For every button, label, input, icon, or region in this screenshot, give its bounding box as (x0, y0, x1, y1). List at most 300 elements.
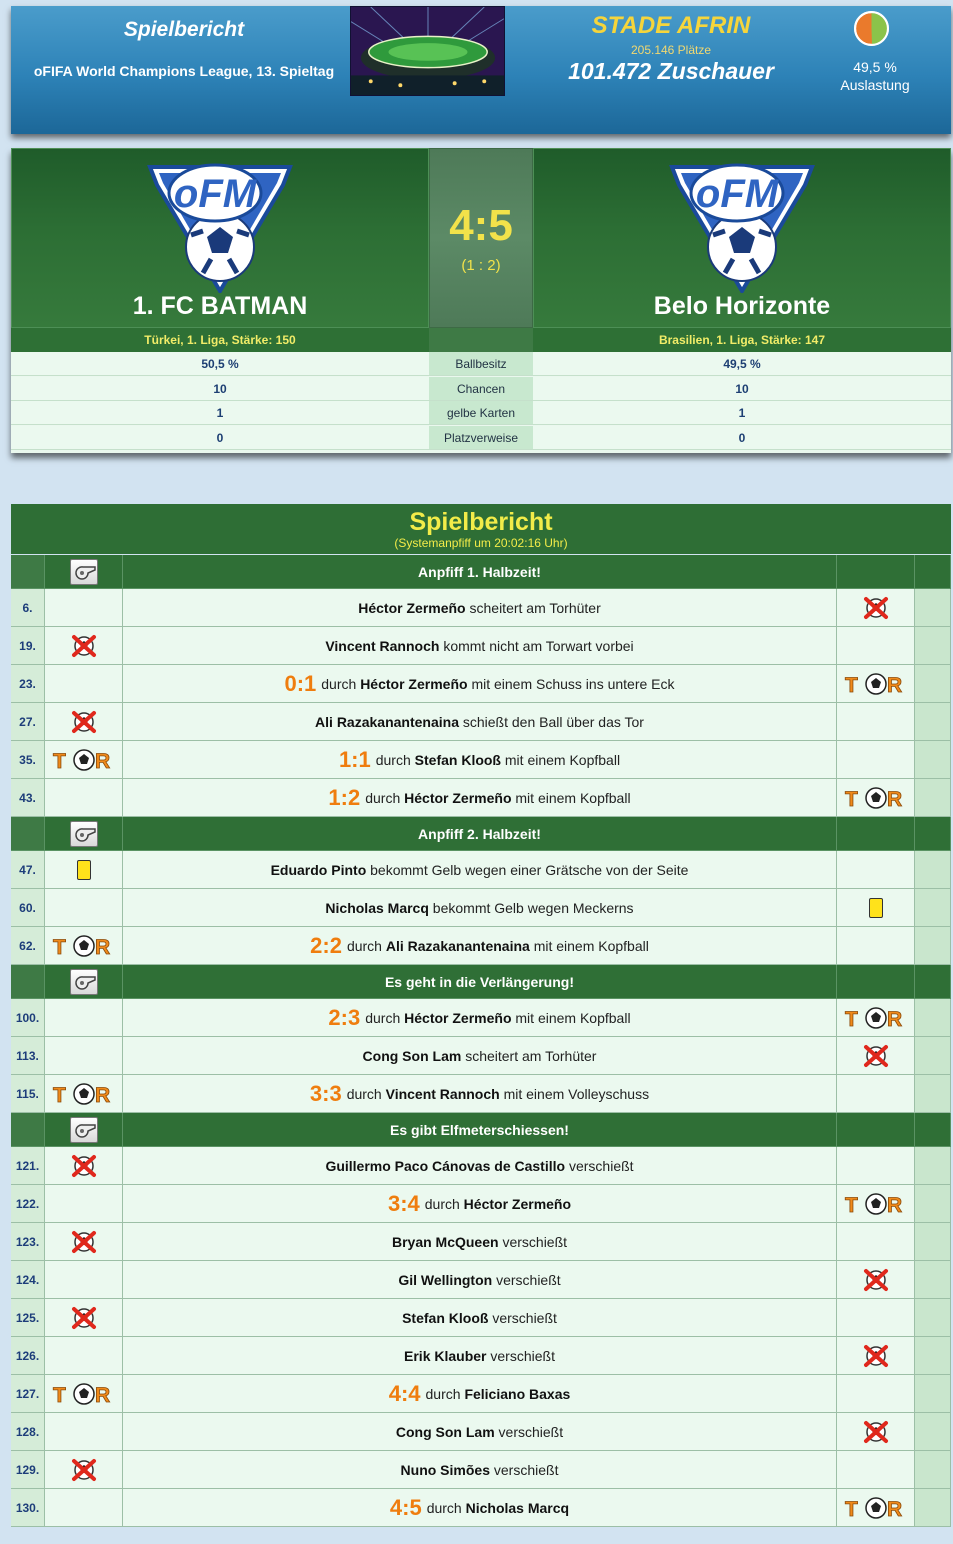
phase-row (11, 555, 951, 589)
event-row (11, 1299, 951, 1337)
event-text (123, 1147, 837, 1185)
stat-row (11, 426, 951, 450)
phase-row (11, 1113, 951, 1147)
event-description: verschießt (568, 1157, 634, 1174)
goal-icon (844, 1191, 908, 1217)
home-event-icon-cell (45, 889, 123, 927)
event-row (11, 741, 951, 779)
home-event-icon-cell (45, 1489, 123, 1527)
away-team-name: Belo Horizonte (653, 292, 831, 320)
home-event-icon-cell (45, 741, 123, 779)
player-name: Cong Son Lam (395, 1423, 495, 1440)
miss-icon (71, 709, 97, 735)
svg-text:T: T (52, 1083, 66, 1107)
goal-score: 3:4 (387, 1190, 420, 1216)
event-description: verschießt (492, 1309, 557, 1326)
event-row (11, 589, 951, 627)
event-text (123, 555, 837, 589)
home-event-icon-cell (45, 589, 123, 627)
goal-score: 1:2 (328, 784, 361, 810)
player-name: Vincent Rannoch (385, 1085, 500, 1102)
event-minute: 122. (11, 1185, 45, 1223)
away-event-icon-cell (837, 1113, 915, 1147)
event-row (11, 999, 951, 1037)
utilization-label: Auslastung (840, 77, 910, 93)
event-description: verschießt (496, 1271, 561, 1288)
away-event-icon-cell (837, 1451, 915, 1489)
row-end-cell (915, 741, 951, 779)
player-name: Nicholas Marcq (465, 1499, 570, 1516)
event-description: mit einem Kopfball (515, 789, 631, 806)
away-event-icon-cell (837, 703, 915, 741)
event-text (123, 1375, 837, 1413)
miss-icon (71, 1229, 97, 1255)
report-title: Spielbericht (409, 508, 553, 536)
home-event-icon-cell (45, 1037, 123, 1075)
row-end-cell (915, 1037, 951, 1075)
row-end-cell (915, 1413, 951, 1451)
event-minute: 124. (11, 1261, 45, 1299)
event-preposition: durch (425, 1385, 461, 1402)
svg-text:T: T (52, 749, 66, 773)
match-summary (11, 148, 951, 453)
whistle-icon (70, 559, 98, 585)
row-end-cell (915, 555, 951, 589)
player-name: Stefan Klooß (402, 1309, 489, 1326)
phase-label: Es gibt Elfmeterschiessen! (390, 1121, 569, 1138)
row-end-cell (915, 779, 951, 817)
event-row (11, 1261, 951, 1299)
player-name: Héctor Zermeño (358, 599, 466, 616)
row-end-cell (915, 1185, 951, 1223)
home-team-panel[interactable] (11, 148, 429, 328)
home-event-icon-cell (45, 1299, 123, 1337)
away-event-icon-cell (837, 665, 915, 703)
home-event-icon-cell (45, 1337, 123, 1375)
event-text (123, 1113, 837, 1147)
event-minute: 47. (11, 851, 45, 889)
home-team-name: 1. FC BATMAN (132, 292, 308, 320)
away-event-icon-cell (837, 889, 915, 927)
player-name: Stefan Klooß (414, 751, 501, 768)
row-end-cell (915, 889, 951, 927)
row-end-cell (915, 1223, 951, 1261)
goal-icon (52, 933, 116, 959)
svg-text:R: R (886, 1497, 902, 1521)
goal-icon (844, 1005, 908, 1031)
player-name: Héctor Zermeño (404, 789, 512, 806)
home-event-icon-cell (45, 851, 123, 889)
miss-icon (71, 633, 97, 659)
stadium-name: STADE AFRIN (591, 12, 751, 39)
event-row (11, 779, 951, 817)
phase-row (11, 817, 951, 851)
event-description: mit einem Kopfball (515, 1009, 631, 1026)
home-event-icon-cell (45, 1261, 123, 1299)
stat-row (11, 401, 951, 425)
stat-home-value: 0 (11, 426, 429, 450)
event-text (123, 1185, 837, 1223)
stat-row (11, 352, 951, 376)
event-description: scheitert am Torhüter (469, 599, 601, 616)
event-preposition: durch (365, 1009, 401, 1026)
goal-score: 0:1 (284, 670, 317, 696)
team-logo-icon (667, 155, 817, 293)
away-event-icon-cell (837, 589, 915, 627)
event-text (123, 965, 837, 999)
svg-text:T: T (844, 1497, 858, 1521)
home-event-icon-cell (45, 779, 123, 817)
home-event-icon-cell (45, 1413, 123, 1451)
event-text (123, 589, 837, 627)
away-event-icon-cell (837, 1147, 915, 1185)
event-minute: 62. (11, 927, 45, 965)
event-text (123, 741, 837, 779)
svg-text:R: R (886, 1007, 902, 1031)
whistle-icon (70, 969, 98, 995)
event-text (123, 627, 837, 665)
event-description: mit einem Kopfball (533, 937, 649, 954)
event-text (123, 1451, 837, 1489)
score-panel (429, 148, 533, 328)
stat-label: Chancen (429, 377, 533, 401)
event-minute: 127. (11, 1375, 45, 1413)
player-name: Cong Son Lam (362, 1047, 462, 1064)
event-preposition: durch (321, 675, 357, 692)
event-preposition: durch (346, 937, 382, 954)
event-minute (11, 555, 45, 589)
goal-icon (844, 671, 908, 697)
phase-label: Es geht in die Verlängerung! (384, 973, 575, 990)
stadium-image (350, 6, 505, 96)
away-event-icon-cell (837, 1185, 915, 1223)
event-description: verschießt (493, 1461, 559, 1478)
player-name: Héctor Zermeño (463, 1195, 572, 1212)
away-event-icon-cell (837, 817, 915, 851)
player-name: Gil Wellington (398, 1271, 493, 1288)
event-minute: 60. (11, 889, 45, 927)
report-kickoff-time: (Systemanpfiff um 20:02:16 Uhr) (394, 536, 568, 550)
event-text (123, 851, 837, 889)
row-end-cell (915, 1075, 951, 1113)
stat-label: Ballbesitz (429, 352, 533, 376)
event-minute: 23. (11, 665, 45, 703)
event-minute: 130. (11, 1489, 45, 1527)
miss-icon (863, 1267, 889, 1293)
event-text (123, 1261, 837, 1299)
goal-icon (52, 1381, 116, 1407)
event-description: verschießt (490, 1347, 555, 1364)
spectator-count: 101.472 Zuschauer (568, 58, 774, 84)
event-row (11, 1337, 951, 1375)
stat-home-value: 50,5 % (11, 352, 429, 376)
event-description: kommt nicht am Torwart vorbei (443, 637, 634, 654)
event-preposition: durch (346, 1085, 382, 1102)
goal-score: 2:2 (310, 932, 342, 958)
player-name: Nicholas Marcq (325, 899, 429, 916)
player-name: Ali Razakanantenaina (315, 713, 459, 730)
event-minute: 115. (11, 1075, 45, 1113)
home-event-icon-cell (45, 1075, 123, 1113)
svg-text:R: R (886, 787, 902, 811)
goal-icon (52, 747, 116, 773)
svg-text:R: R (94, 1083, 110, 1107)
event-minute: 123. (11, 1223, 45, 1261)
player-name: Héctor Zermeño (360, 675, 468, 692)
event-text (123, 779, 837, 817)
svg-text:T: T (52, 935, 66, 959)
goal-icon (844, 1495, 908, 1521)
away-team-panel[interactable] (533, 148, 951, 328)
row-end-cell (915, 1337, 951, 1375)
away-event-icon-cell (837, 1261, 915, 1299)
event-minute: 43. (11, 779, 45, 817)
home-event-icon-cell (45, 927, 123, 965)
row-end-cell (915, 817, 951, 851)
goal-icon (844, 785, 908, 811)
whistle-icon (70, 1117, 98, 1143)
row-end-cell (915, 1375, 951, 1413)
row-end-cell (915, 589, 951, 627)
away-event-icon-cell (837, 999, 915, 1037)
event-description: mit einem Kopfball (504, 751, 621, 768)
page-title: Spielbericht (123, 18, 245, 41)
away-event-icon-cell (837, 779, 915, 817)
halftime-score: (1 : 2) (461, 257, 501, 274)
away-event-icon-cell (837, 1299, 915, 1337)
event-text (123, 1037, 837, 1075)
event-row (11, 1375, 951, 1413)
svg-text:R: R (94, 749, 110, 773)
event-row (11, 1075, 951, 1113)
stat-away-value: 1 (533, 401, 951, 425)
miss-icon (71, 1153, 97, 1179)
event-row (11, 1223, 951, 1261)
event-row (11, 703, 951, 741)
home-event-icon-cell (45, 1223, 123, 1261)
stat-home-value: 10 (11, 377, 429, 401)
home-event-icon-cell (45, 1375, 123, 1413)
event-text (123, 999, 837, 1037)
home-event-icon-cell (45, 999, 123, 1037)
event-text (123, 1413, 837, 1451)
event-minute: 126. (11, 1337, 45, 1375)
player-name: Héctor Zermeño (404, 1009, 512, 1026)
row-end-cell (915, 665, 951, 703)
event-minute: 6. (11, 589, 45, 627)
team-logo-icon (145, 155, 295, 293)
event-row (11, 927, 951, 965)
away-event-icon-cell (837, 1337, 915, 1375)
home-event-icon-cell (45, 1113, 123, 1147)
away-event-icon-cell (837, 927, 915, 965)
stat-row (11, 377, 951, 401)
yellow-card-icon (77, 860, 91, 880)
away-event-icon-cell (837, 1489, 915, 1527)
stat-away-value: 49,5 % (533, 352, 951, 376)
phase-row (11, 965, 951, 999)
home-team-league: Türkei, 1. Liga, Stärke: 150 (11, 328, 429, 352)
event-minute: 19. (11, 627, 45, 665)
goal-icon (52, 1081, 116, 1107)
event-text (123, 1075, 837, 1113)
row-end-cell (915, 1261, 951, 1299)
away-event-icon-cell (837, 555, 915, 589)
event-preposition: durch (365, 789, 401, 806)
svg-text:R: R (886, 673, 902, 697)
stat-label: gelbe Karten (429, 401, 533, 425)
event-minute: 128. (11, 1413, 45, 1451)
home-event-icon-cell (45, 1185, 123, 1223)
event-description: verschießt (498, 1423, 564, 1440)
final-score: 4:5 (449, 201, 513, 250)
match-report (11, 504, 951, 1544)
svg-text:R: R (94, 935, 110, 959)
miss-icon (863, 595, 889, 621)
away-event-icon-cell (837, 627, 915, 665)
event-row (11, 1147, 951, 1185)
row-end-cell (915, 1451, 951, 1489)
event-minute: 121. (11, 1147, 45, 1185)
row-end-cell (915, 1299, 951, 1337)
row-end-cell (915, 703, 951, 741)
svg-text:R: R (94, 1383, 110, 1407)
event-description: bekommt Gelb wegen einer Grätsche von der Seite (370, 861, 689, 878)
event-row (11, 1451, 951, 1489)
svg-text:R: R (886, 1193, 902, 1217)
utilization-text (823, 58, 927, 94)
league-matchday: oFIFA World Champions League, 13. Spieltag (33, 63, 335, 79)
goal-score: 4:5 (389, 1494, 422, 1520)
home-event-icon-cell (45, 703, 123, 741)
svg-text:T: T (52, 1383, 66, 1407)
event-row (11, 851, 951, 889)
row-end-cell (915, 627, 951, 665)
event-minute (11, 965, 45, 999)
report-header (11, 504, 951, 554)
player-name: Vincent Rannoch (325, 637, 440, 654)
event-minute: 125. (11, 1299, 45, 1337)
stat-home-value: 1 (11, 401, 429, 425)
event-description: schießt den Ball über das Tor (462, 713, 644, 730)
home-event-icon-cell (45, 1451, 123, 1489)
event-description: mit einem Schuss ins untere Eck (471, 675, 675, 692)
player-name: Guillermo Paco Cánovas de Castillo (325, 1157, 566, 1174)
event-description: verschießt (502, 1233, 568, 1250)
goal-score: 1:1 (338, 746, 371, 772)
player-name: Erik Klauber (404, 1347, 487, 1364)
home-event-icon-cell (45, 555, 123, 589)
event-text (123, 1299, 837, 1337)
away-event-icon-cell (837, 741, 915, 779)
stat-away-value: 0 (533, 426, 951, 450)
phase-label: Anpfiff 1. Halbzeit! (418, 563, 541, 580)
svg-text:oFM: oFM (173, 172, 257, 216)
event-text (123, 703, 837, 741)
yellow-card-icon (869, 898, 883, 918)
stadium-capacity: 205.146 Plätze (630, 43, 712, 57)
event-text (123, 927, 837, 965)
svg-text:T: T (844, 673, 858, 697)
utilization-value: 49,5 % (853, 59, 897, 75)
event-row (11, 627, 951, 665)
event-description: bekommt Gelb wegen Meckerns (432, 899, 634, 916)
goal-score: 2:3 (328, 1004, 361, 1030)
svg-text:T: T (844, 787, 858, 811)
stat-label: Platzverweise (429, 426, 533, 450)
away-event-icon-cell (837, 1223, 915, 1261)
player-name: Bryan McQueen (391, 1233, 499, 1250)
event-row (11, 1413, 951, 1451)
event-text (123, 889, 837, 927)
event-description: mit einem Volleyschuss (503, 1085, 650, 1102)
svg-text:oFM: oFM (695, 172, 779, 216)
away-event-icon-cell (837, 851, 915, 889)
whistle-icon (70, 821, 98, 847)
event-minute: 129. (11, 1451, 45, 1489)
away-team-league: Brasilien, 1. Liga, Stärke: 147 (533, 328, 951, 352)
event-description: scheitert am Torhüter (465, 1047, 597, 1064)
event-preposition: durch (375, 751, 411, 768)
event-minute (11, 817, 45, 851)
miss-icon (863, 1419, 889, 1445)
away-event-icon-cell (837, 1375, 915, 1413)
miss-icon (863, 1343, 889, 1369)
away-event-icon-cell (837, 1037, 915, 1075)
home-event-icon-cell (45, 665, 123, 703)
away-event-icon-cell (837, 965, 915, 999)
row-end-cell (915, 1113, 951, 1147)
event-row (11, 1185, 951, 1223)
row-end-cell (915, 927, 951, 965)
event-minute: 100. (11, 999, 45, 1037)
goal-score: 3:3 (309, 1080, 342, 1106)
utilization-pie-icon (853, 10, 890, 47)
home-event-icon-cell (45, 1147, 123, 1185)
away-event-icon-cell (837, 1075, 915, 1113)
player-name: Eduardo Pinto (270, 861, 367, 878)
home-event-icon-cell (45, 817, 123, 851)
row-end-cell (915, 965, 951, 999)
event-text (123, 1223, 837, 1261)
home-event-icon-cell (45, 965, 123, 999)
event-text (123, 817, 837, 851)
event-preposition: durch (424, 1195, 460, 1212)
away-event-icon-cell (837, 1413, 915, 1451)
event-minute: 27. (11, 703, 45, 741)
event-text (123, 665, 837, 703)
row-end-cell (915, 851, 951, 889)
event-minute: 35. (11, 741, 45, 779)
player-name: Ali Razakanantenaina (385, 937, 530, 954)
row-end-cell (915, 999, 951, 1037)
miss-icon (71, 1457, 97, 1483)
stadium-header (11, 6, 951, 134)
event-row (11, 1037, 951, 1075)
row-end-cell (915, 1489, 951, 1527)
player-name: Feliciano Baxas (464, 1385, 571, 1402)
event-text (123, 1489, 837, 1527)
player-name: Nuno Simões (400, 1461, 490, 1478)
event-minute: 113. (11, 1037, 45, 1075)
home-event-icon-cell (45, 627, 123, 665)
event-minute (11, 1113, 45, 1147)
goal-score: 4:4 (388, 1380, 421, 1406)
miss-icon (863, 1043, 889, 1069)
svg-text:T: T (844, 1007, 858, 1031)
event-row (11, 665, 951, 703)
svg-text:T: T (844, 1193, 858, 1217)
